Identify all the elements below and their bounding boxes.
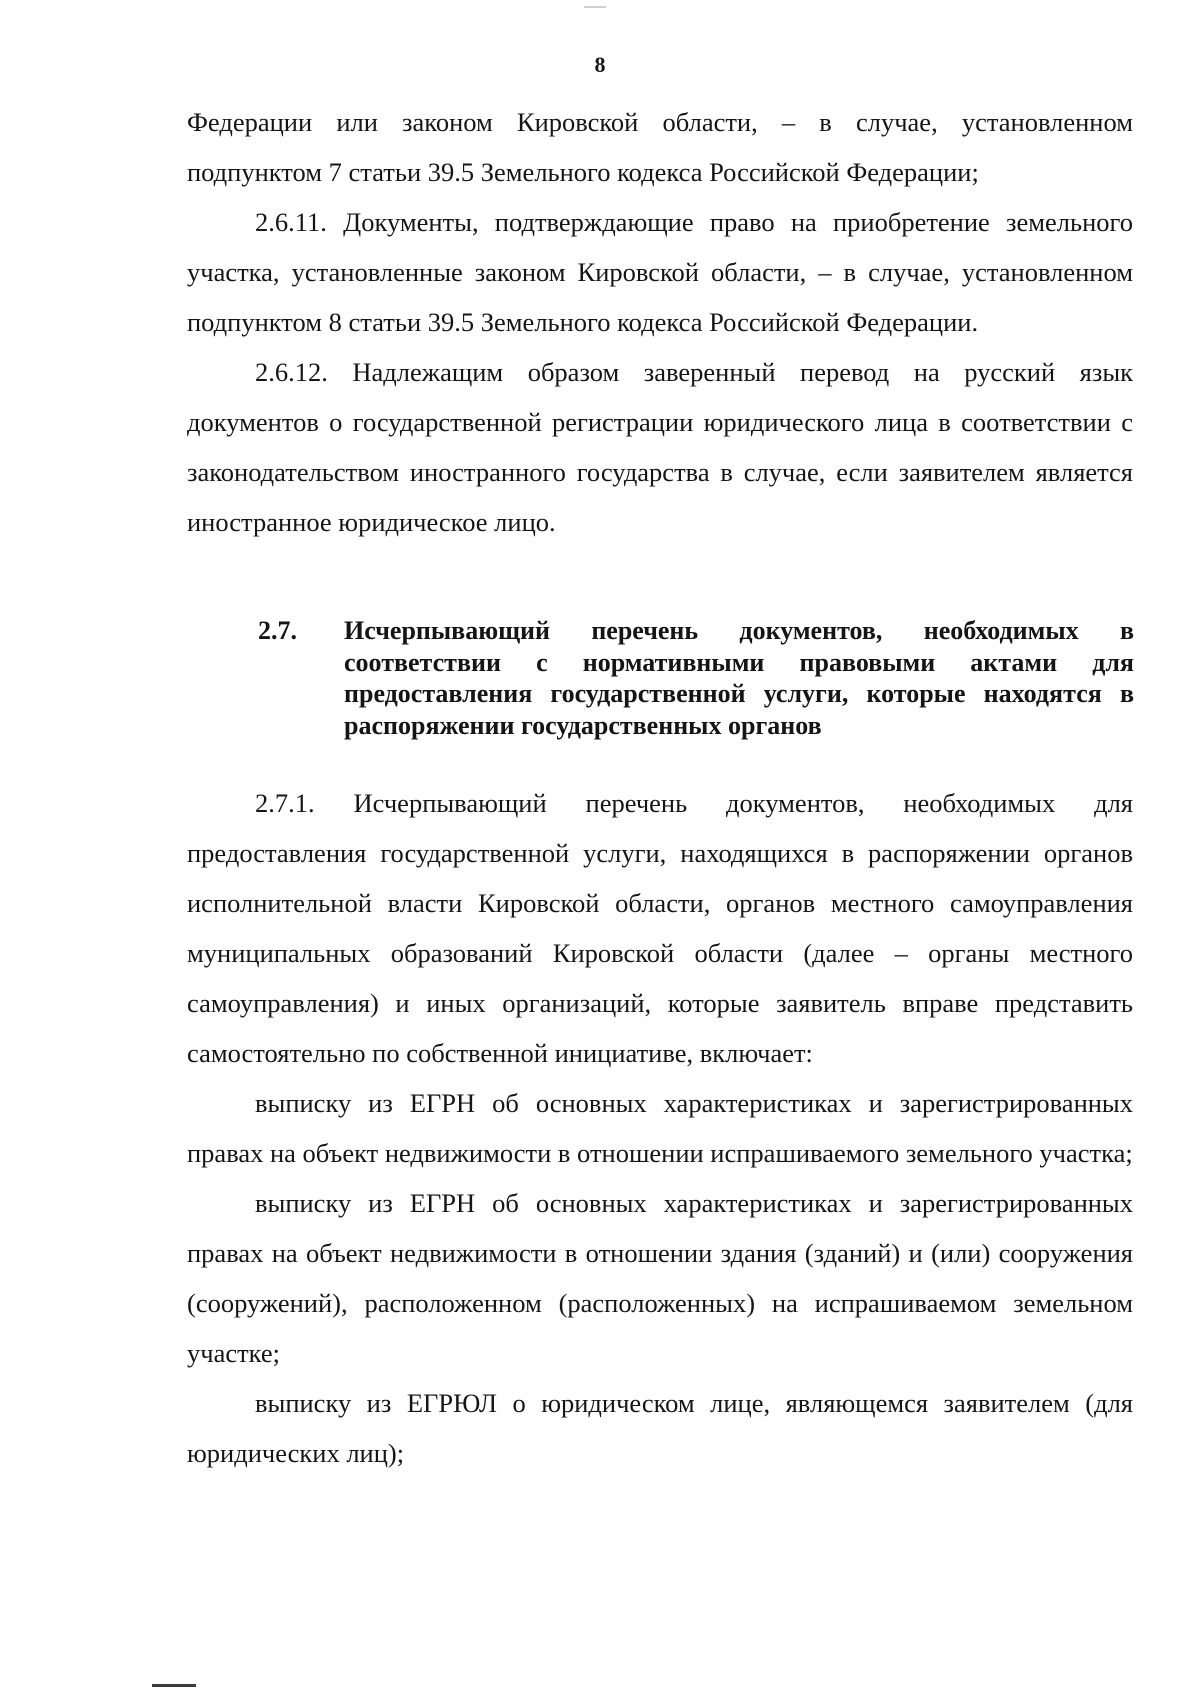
footer-mark bbox=[152, 1684, 196, 1687]
list-item-egrn-land-plot: выписку из ЕГРН об основных характеристиках и зарегистрированных правах на объект недвижимости в отношении испрашиваемого земельного участка; bbox=[187, 1088, 1133, 1168]
paragraphs-after-section bbox=[187, 778, 1133, 1478]
section-title: Исчерпывающий перечень документов, необходимых в соответствии с нормативными правовыми актами для предоставления государственной услуги, которые находятся в распоряжении государственных органов bbox=[344, 616, 1134, 740]
page-number: 8 bbox=[594, 52, 606, 77]
paragraphs-before-section bbox=[187, 97, 1133, 547]
list-item-egrn-buildings: выписку из ЕГРН об основных характеристиках и зарегистрированных правах на объект недвижимости в отношении здания (зданий) и (или) сооружения (сооружений), расположенном (расположенных) на испрашиваемом земельном участке; bbox=[187, 1188, 1133, 1368]
scan-edge-mark bbox=[584, 6, 606, 8]
paragraph-2-6-12: 2.6.12. Надлежащим образом заверенный перевод на русский язык документов о государственной регистрации юридического лица в соответствии с законодательством иностранного государства в случае, если заявителем является иностранное юридическое лицо. bbox=[187, 357, 1133, 537]
list-item-egrul: выписку из ЕГРЮЛ о юридическом лице, являющемся заявителем (для юридических лиц); bbox=[187, 1388, 1133, 1468]
paragraph-2-6-11: 2.6.11. Документы, подтверждающие право на приобретение земельного участка, установленные законом Кировской области, – в случае, установленном подпунктом 8 статьи 39.5 Земельного кодекса Российской Федерации. bbox=[187, 207, 1133, 337]
paragraph-continuation: Федерации или законом Кировской области, – в случае, установленном подпунктом 7 статьи 39.5 Земельного кодекса Российской Федерации; bbox=[187, 107, 1133, 187]
section-heading-2-7 bbox=[258, 615, 1134, 741]
paragraph-2-7-1: 2.7.1. Исчерпывающий перечень документов, необходимых для предоставления государственной услуги, находящихся в распоряжении органов исполнительной власти Кировской области, органов местного самоуправления муниципальных образований Кировской области (далее – органы местного самоуправления) и иных организаций, которые заявитель вправе представить самостоятельно по собственной инициативе, включает: bbox=[187, 788, 1133, 1068]
section-number: 2.7. bbox=[258, 616, 297, 645]
